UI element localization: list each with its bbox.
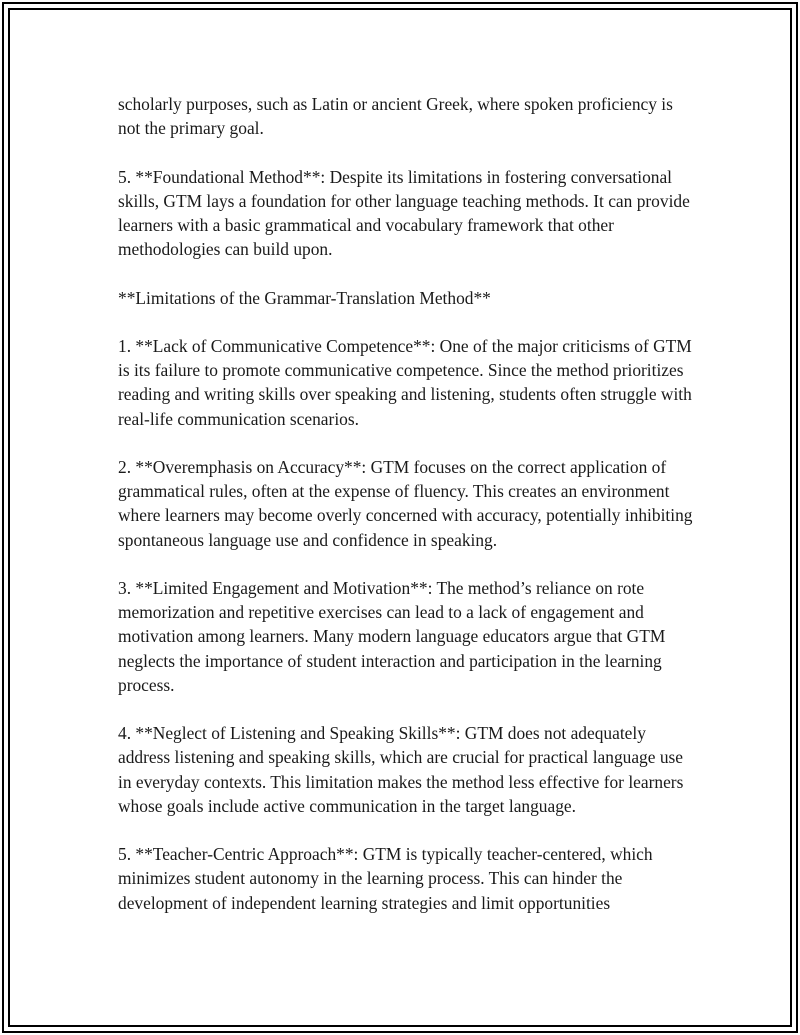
document-body <box>118 92 698 915</box>
paragraph-limited-engagement: 3. **Limited Engagement and Motivation**: The method’s reliance on rote memorization and repetitive exercises can lead to a lack of engagement and motivation among learners. Many modern language educators argue that GTM neglects the importance of student interaction and participation in the learning process. <box>118 577 666 695</box>
paragraph-neglect-of-listening: 4. **Neglect of Listening and Speaking Skills**: GTM does not adequately address listening and speaking skills, which are crucial for practical language use in everyday contexts. This limitation makes the method less effective for learners whose goals include active communication in the target language. <box>118 723 684 816</box>
paragraph-continuation: scholarly purposes, such as Latin or ancient Greek, where spoken proficiency is not the primary goal. <box>118 94 673 139</box>
section-heading-limitations: **Limitations of the Grammar-Translation Method** <box>118 287 491 308</box>
paragraph-foundational-method: 5. **Foundational Method**: Despite its limitations in fostering conversational skills, GTM lays a foundation for other language teaching methods. It can provide learners with a basic grammatical and vocabulary framework that other methodologies can build upon. <box>118 166 690 260</box>
paragraph-lack-of-communicative-competence: 1. **Lack of Communicative Competence**: One of the major criticisms of GTM is its failure to promote communicative competence. Since the method prioritizes reading and writing skills over speaking and listening, students often struggle with real-life communication scenarios. <box>118 335 692 429</box>
paragraph-overemphasis-on-accuracy: 2. **Overemphasis on Accuracy**: GTM focuses on the correct application of grammatical rules, often at the expense of fluency. This creates an environment where learners may become overly concerned with accuracy, potentially inhibiting spontaneous language use and confidence in speaking. <box>118 456 693 550</box>
paragraph-teacher-centric: 5. **Teacher-Centric Approach**: GTM is typically teacher-centered, which minimizes student autonomy in the learning process. This can hinder the development of independent learning strategies and limit opportunities <box>118 844 653 913</box>
